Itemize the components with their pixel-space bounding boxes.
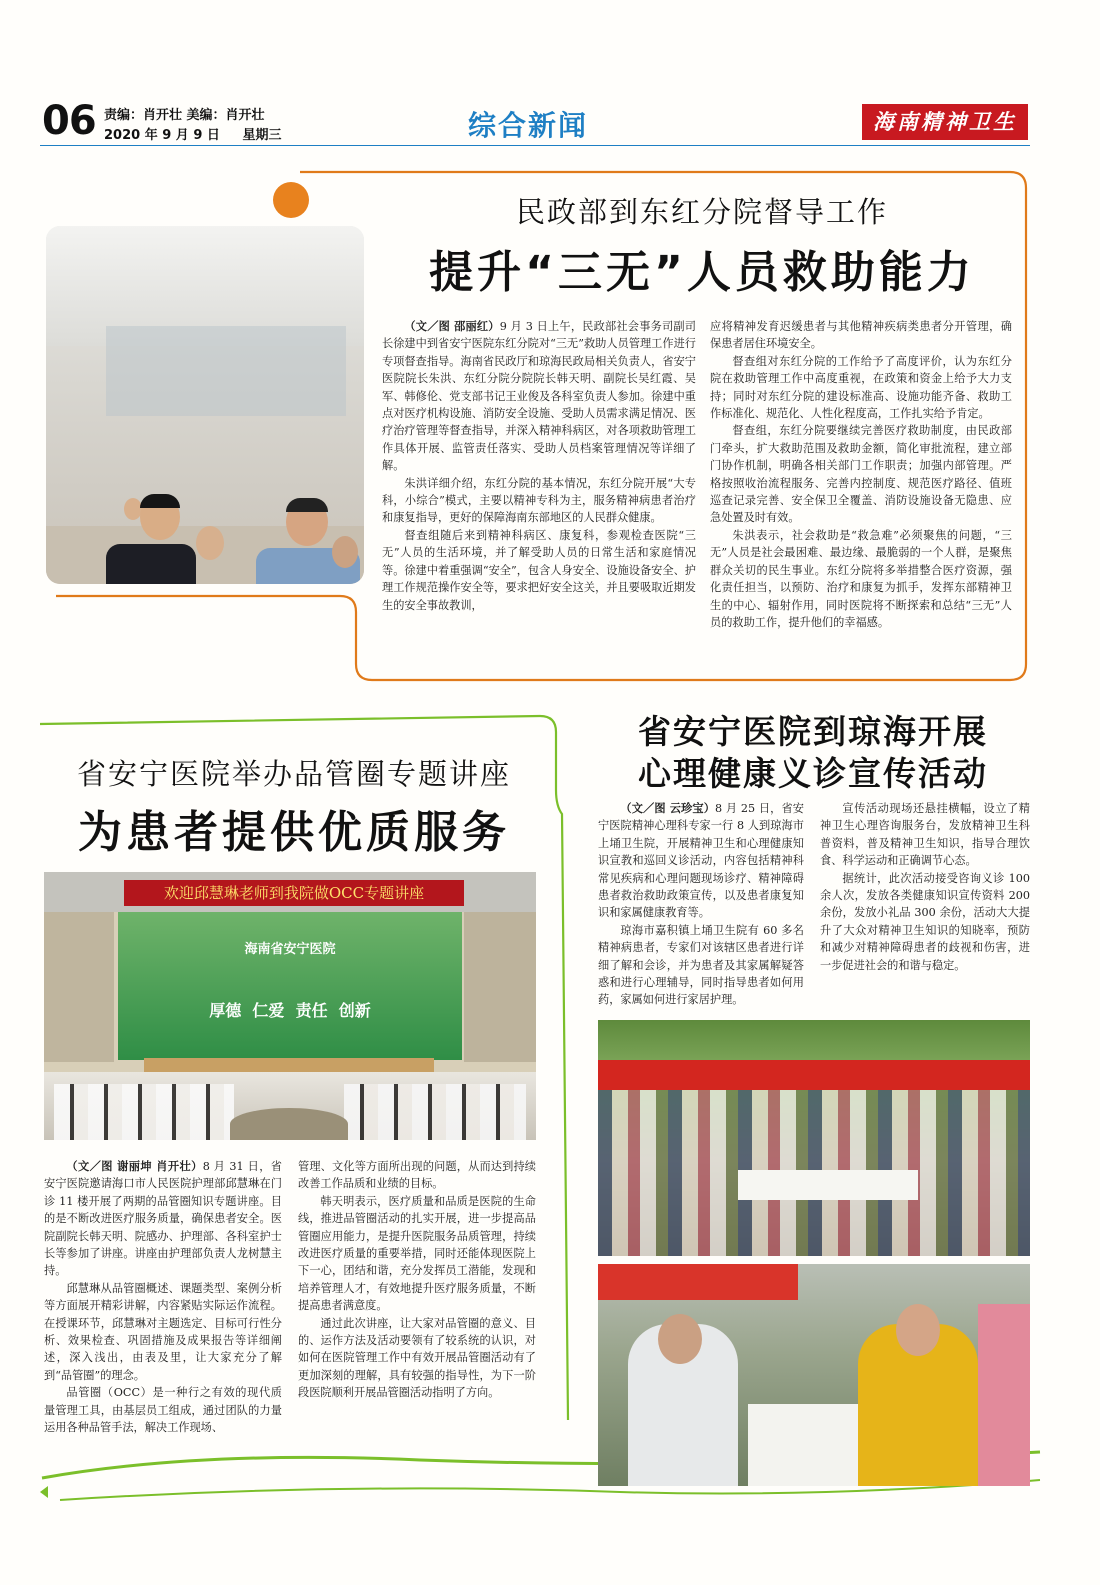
article3-column1: [598, 800, 804, 1012]
article1-paragraph: 应将精神发育迟缓患者与其他精神疾病类患者分开管理，确保患者居住环境安全。: [710, 320, 1012, 351]
article3-title-line1: 省安宁医院到琼海开展: [638, 712, 988, 751]
article3-photo-1: [598, 1020, 1030, 1256]
article2-title: 为患者提供优质服务: [78, 807, 510, 858]
article1-subtitle: 民政部到东红分院督导工作: [515, 195, 888, 229]
article3-byline: （文／图 云珍宝）: [620, 801, 716, 815]
orange-dot: [273, 182, 309, 218]
article1-paragraph: 朱洪表示，社会救助是“救急难”必须聚焦的问题，“三无”人员是社会最困难、最边缘、最脆弱的一个人群，是聚焦群众关切的民生事业。东红分院将多举措整合医疗资源，强化责任担当，以预防、治疗和康复为抓手，发挥东部精神卫生的中心、辐射作用，同时医院将不断探索和总结“三无”人员的救助工作，提升他们的幸福感。: [710, 528, 1012, 629]
article2-paragraph: 管理、文化等方面所出现的问题，从而达到持续改善工作品质和业绩的目标。: [298, 1160, 536, 1191]
date-line: 2020 年 9 月 9 日 星期三: [104, 128, 282, 143]
article1-column1: [382, 318, 696, 658]
article3-paragraph: 琼海市嘉积镇上埇卫生院有 60 多名精神病患者，专家们对该辖区患者进行详细了解和会诊，并为患者及其家属解疑答惑和进行心理辅导，同时指导患者如何用药，家属如何进行家居护理。: [598, 923, 804, 1007]
article1-paragraph: 9 月 3 日上午，民政部社会事务司副司长徐建中到省安宁医院东红分院对“三无”救助人员管理工作进行专项督查指导。海南省民政厅和琼海民政局相关负责人，省安宁医院院长朱洪、东红分院分院院长韩天明、副院长吴红霞、吴军、韩修伦、党支部书记王业俊及各科室负责人参加。徐建中重点对医疗机构设施、消防安全设施、受助人员需求满足情况、医疗治疗管理等督查指导，并深入精神科病区，对各项救助管理工作具体开展、监管责任落实、受助人员档案管理情况等详细了解。: [382, 320, 696, 473]
article2-column2: [298, 1158, 536, 1448]
screen-slogan: 厚德 仁爱 责任 创新: [209, 1001, 371, 1020]
article2-byline: （文／图 谢丽坤 肖开壮）: [66, 1159, 203, 1173]
article1-paragraph: 督查组对东红分院的工作给予了高度评价，认为东红分院在救助管理工作中高度重视，在政策和资金上给予大力支持；同时对东红分院的建设标准高、设施功能齐备、救助工作标准化、规范化、人性化程度高，工作扎实给予肯定。: [710, 354, 1012, 421]
article3-paragraph: 据统计，此次活动接受咨询义诊 100 余人次，发放各类健康知识宣传资料 200 余份，发放小礼品 300 余份，活动大大提升了大众对精神卫生知识的知晓率，预防和减少对精神障碍患者的歧视和伤害，进一步促进社会的和谐与稳定。: [820, 871, 1030, 972]
article2-photo: [44, 872, 536, 1140]
article2-paragraph: 韩天明表示，医疗质量和品质是医院的生命线，推进品管圈活动的扎实开展，进一步提高品管圈应用能力，是提升医院服务品质管理，持续改进医疗质量的重要举措，同时还能体现医院上下一心，团结和谐，充分发挥员工潜能，发现和培养管理人才，有效地提升医疗服务质量，不断提高患者满意度。: [298, 1194, 536, 1313]
article3-column2: [820, 800, 1030, 1012]
article1-paragraph: 督查组随后来到精神科病区、康复科，参观检查医院“三无”人员的生活环境，并了解受助人员的日常生活和家庭情况等。徐建中着重强调“安全”，包含人身安全、设施设备安全、护理工作规范操作安全等，要求把好安全这关，并且要吸取近期发生的安全事故教训，: [382, 528, 696, 612]
article1-paragraph: 朱洪详细介绍，东红分院的基本情况，东红分院开展“大专科，小综合”模式，主要以精神专科为主，服务精神病患者治疗和康复指导，更好的保障海南东部地区的人民群众健康。: [382, 476, 696, 525]
article3-photo-2: [598, 1264, 1030, 1486]
article3-paragraph: 宣传活动现场还悬挂横幅，设立了精神卫生心理咨询服务台，发放精神卫生科普资料，普及精神卫生知识，指导合理饮食、科学运动和正确调节心态。: [820, 802, 1030, 868]
brand-logo: 海南精神卫生: [862, 104, 1028, 140]
article2-subtitle: 省安宁医院举办品管圈专题讲座: [76, 757, 511, 791]
arrow-icon: [40, 1486, 48, 1498]
article3-title-line2: 心理健康义诊宣传活动: [638, 754, 988, 793]
photo-banner: 欢迎邱慧琳老师到我院做OCC专题讲座: [124, 880, 464, 906]
page-number: 06: [42, 98, 96, 144]
article2-paragraph: 通过此次讲座，让大家对品管圈的意义、目的、运作方法及活动要领有了较系统的认识，对如何在医院管理工作中有效开展品管圈活动有了更加深刻的理解，具有较强的指导性，为下一阶段医院顺利开展品管圈活动指明了方向。: [298, 1316, 536, 1400]
article2-paragraph: 8 月 31 日，省安宁医院邀请海口市人民医院护理部邱慧琳在门诊 11 楼开展了两期的品管圈知识专题讲座。目的是不断改进医疗服务质量，确保患者安全。医院副院长韩天明、院感办、护理部、各科室护士长等参加了讲座。讲座由护理部负责人龙树慧主持。: [44, 1160, 282, 1278]
article1-paragraph: 督查组，东红分院要继续完善医疗救助制度，由民政部门牵头，扩大救助范围及救助金额，简化审批流程，建立部门协作机制，明确各相关部门工作职责；加强内部管理。严格按照收治流程服务、完善内控制度、规范医疗路径、值班巡查记录完善、安全保卫全覆盖、消防设施设备无隐患、应急处置及时有效。: [710, 424, 1012, 525]
editor-line: 责编：肖开壮 美编：肖开壮: [104, 108, 265, 123]
article1-column2: [710, 318, 1012, 658]
article2-paragraph: 品管圈（OCC）是一种行之有效的现代质量管理工具，由基层员工组成，通过团队的力量运用各种品管手法，解决工作现场、: [44, 1386, 282, 1435]
article1-title: 提升“三无”人员救助能力: [429, 247, 975, 298]
article1-photo: [46, 226, 364, 584]
section-title: 综合新闻: [468, 109, 589, 142]
article2-column1: [44, 1158, 282, 1448]
projection-screen: [118, 912, 462, 1060]
screen-title: 海南省安宁医院: [244, 942, 336, 957]
article3-paragraph: 8 月 25 日，省安宁医院精神心理科专家一行 8 人到琼海市上埇卫生院，开展精神卫生和心理健康知识宣教和巡回义诊活动，内容包括精神科常见疾病和心理问题现场诊疗、精神障碍患者救治救助政策宣传，以及患者康复知识和家属健康教育等。: [598, 802, 804, 920]
article1-byline: （文／图 邵丽红）: [404, 319, 500, 333]
article2-paragraph: 邱慧琳从品管圈概述、课题类型、案例分析等方面展开精彩讲解，内容紧贴实际运作流程。在授课环节，邱慧琳对主题选定、目标可行性分析、效果检查、巩固措施及成果报告等详细阐述，深入浅出，由表及里，让大家充分了解到“品管圈”的理念。: [44, 1281, 282, 1382]
